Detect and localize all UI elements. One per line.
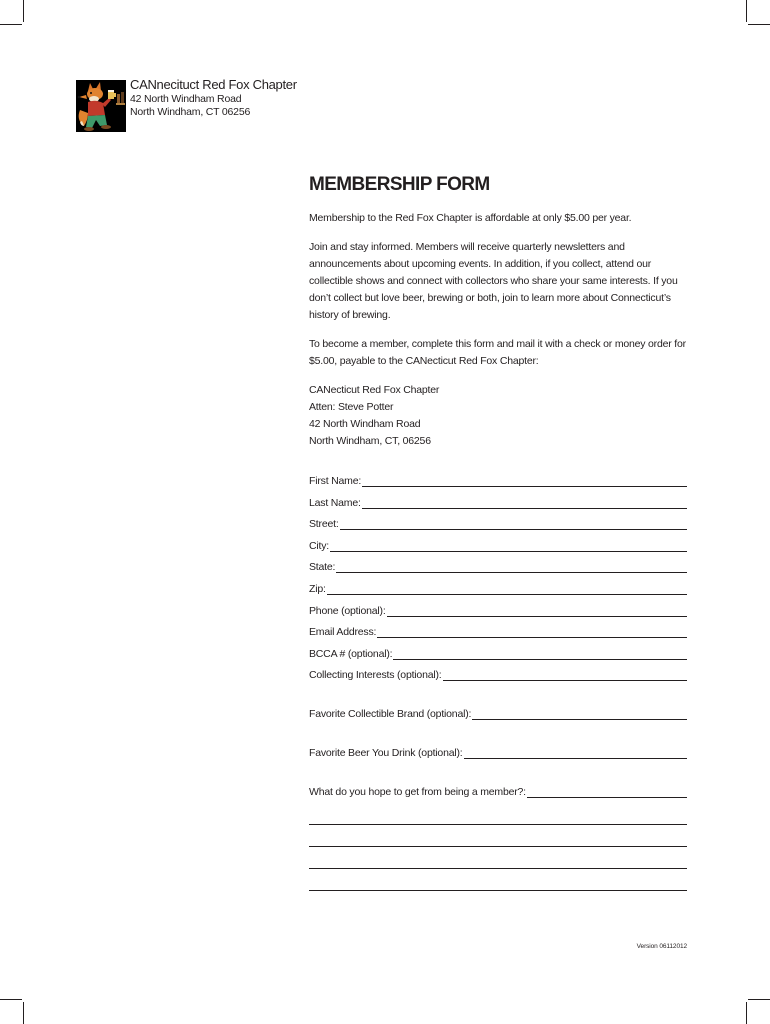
mailing-address-line: CANecticut Red Fox Chapter: [309, 384, 440, 396]
org-name: CANnecituct Red Fox Chapter: [130, 77, 297, 92]
mailing-address-line: Atten: Steve Potter: [309, 401, 394, 413]
brand-field: [309, 703, 687, 720]
org-header: [130, 77, 297, 120]
beer-label: Favorite Beer You Drink (optional):: [309, 747, 463, 760]
city-field: [309, 535, 687, 552]
version-label: Version 06112012: [636, 943, 687, 950]
street-label: Street:: [309, 518, 339, 531]
brand-input-line[interactable]: [472, 707, 687, 720]
crop-mark: [746, 1002, 747, 1024]
hope-answer-line[interactable]: [309, 869, 687, 891]
state-label: State:: [309, 561, 336, 574]
last-name-label: Last Name:: [309, 496, 361, 509]
mailing-address: [309, 382, 687, 450]
hope-answer-line[interactable]: [309, 803, 687, 825]
org-address-line: 42 North Windham Road: [130, 93, 242, 106]
first-name-field: [309, 470, 687, 487]
red-fox-mascot-icon: [76, 80, 126, 132]
crop-mark: [0, 24, 22, 25]
city-input-line[interactable]: [330, 539, 687, 552]
phone-label: Phone (optional):: [309, 604, 386, 617]
crop-mark: [748, 999, 770, 1000]
beer-input-line[interactable]: [464, 746, 688, 759]
interests-field: [309, 664, 687, 681]
hope-answer-line[interactable]: [309, 825, 687, 847]
mailing-address-line: 42 North Windham Road: [309, 418, 421, 430]
info-paragraph: Join and stay informed. Members will receive quarterly newsletters and announcements about upcoming events. In addition, if you collect, attend our collectible shows and connect with collectors who share your same interests. If you don’t collect but love beer, brewing or both, join to learn more about Connecticut’s history of brewing.: [309, 241, 678, 321]
brand-label: Favorite Collectible Brand (optional):: [309, 708, 472, 721]
zip-label: Zip:: [309, 582, 326, 595]
mailing-address-line: North Windham, CT, 06256: [309, 435, 431, 447]
instructions-paragraph: To become a member, complete this form and mail it with a check or money order for $5.00, payable to the CANecticut Red Fox Chapter:: [309, 338, 686, 367]
interests-label: Collecting Interests (optional):: [309, 669, 442, 682]
phone-field: [309, 600, 687, 617]
first-name-label: First Name:: [309, 475, 362, 487]
interests-input-line[interactable]: [443, 668, 688, 681]
state-input-line[interactable]: [336, 560, 687, 573]
bcca-input-line[interactable]: [393, 647, 687, 660]
email-input-line[interactable]: [377, 625, 687, 638]
email-field: [309, 621, 687, 638]
membership-form: [309, 174, 687, 891]
page-title: MEMBERSHIP FORM: [309, 174, 490, 195]
crop-mark: [748, 24, 770, 25]
phone-input-line[interactable]: [387, 604, 687, 617]
first-name-input-line[interactable]: [362, 474, 687, 487]
street-input-line[interactable]: [340, 517, 687, 530]
hope-input-line[interactable]: [527, 785, 687, 798]
city-label: City:: [309, 539, 330, 552]
street-field: [309, 513, 687, 530]
bcca-field: [309, 643, 687, 660]
bcca-label: BCCA # (optional):: [309, 647, 393, 660]
email-label: Email Address:: [309, 626, 377, 639]
crop-mark: [0, 999, 22, 1000]
last-name-field: [309, 492, 687, 509]
org-address-line: North Windham, CT 06256: [130, 106, 251, 119]
zip-input-line[interactable]: [327, 582, 687, 595]
hope-answer-line[interactable]: [309, 847, 687, 869]
hope-label: What do you hope to get from being a member?:: [309, 786, 526, 799]
zip-field: [309, 578, 687, 595]
crop-mark: [23, 0, 24, 22]
state-field: [309, 556, 687, 573]
crop-mark: [746, 0, 747, 22]
intro-text: Membership to the Red Fox Chapter is affordable at only $5.00 per year.: [309, 212, 632, 224]
last-name-input-line[interactable]: [362, 496, 687, 509]
crop-mark: [23, 1002, 24, 1024]
hope-field: [309, 781, 687, 798]
beer-field: [309, 742, 687, 759]
